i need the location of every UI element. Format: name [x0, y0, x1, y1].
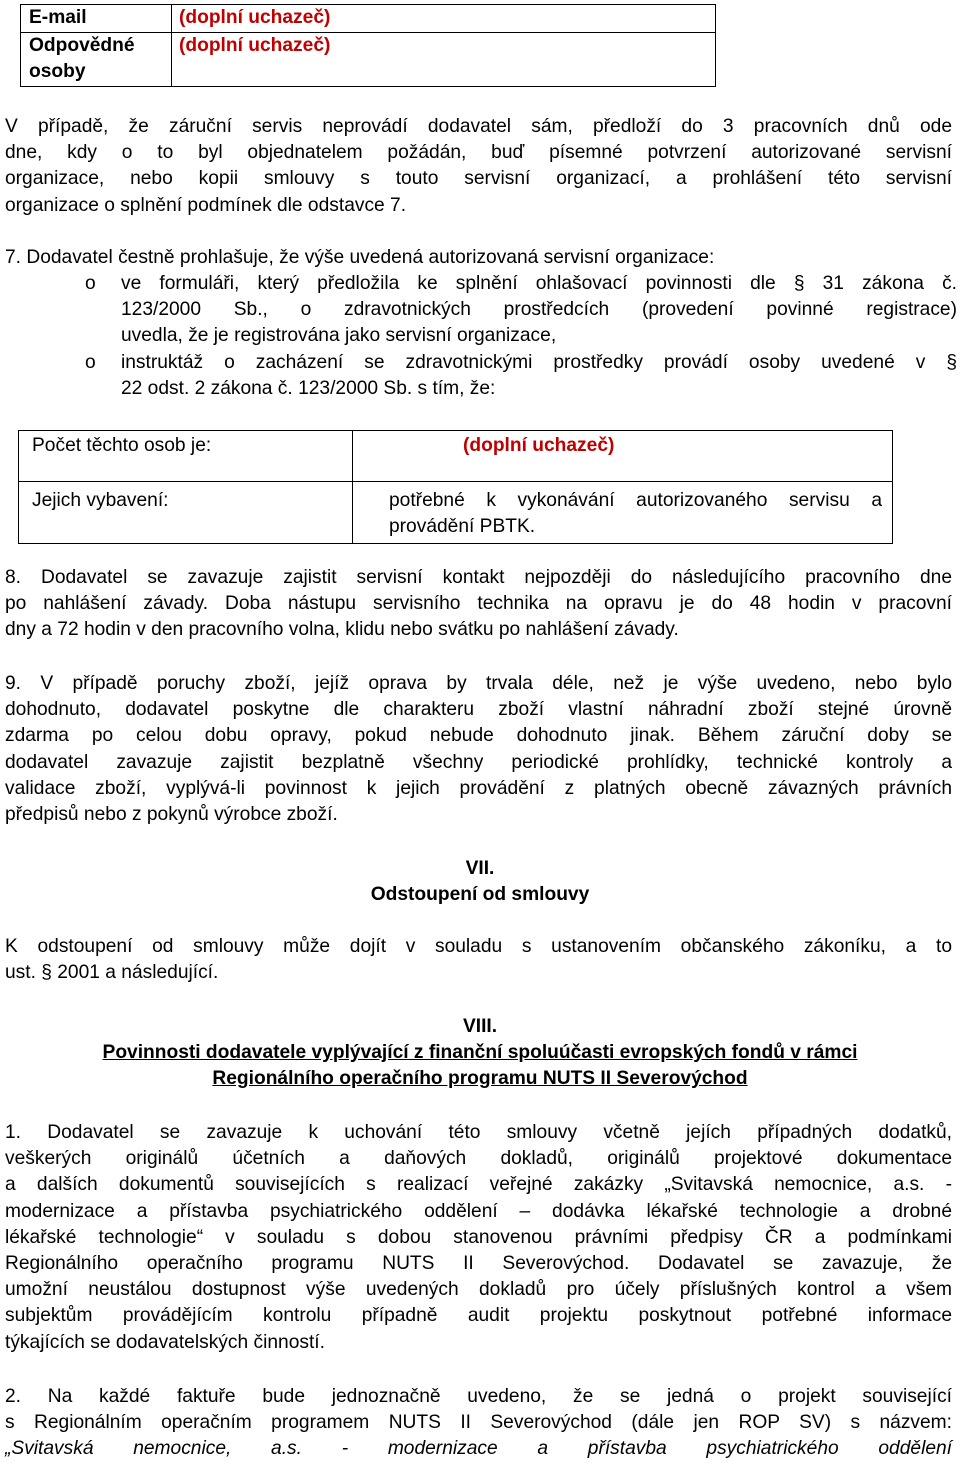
text-line: provádění PBTK. [389, 516, 536, 538]
text-line: veškerých originálů účetních a daňových dokladů, originálů projektové dokumentace [5, 1148, 952, 1170]
text-line: uvedla, že je registrována jako servisní organizace, [121, 325, 557, 347]
text-line: po nahlášení závady. Doba nástupu servisního technika na opravu je do 48 hodin v pracovní [5, 593, 952, 615]
text-line: ve formuláři, který předložila ke splnění ohlašovací povinnosti dle § 31 zákona č. [121, 273, 957, 294]
text-line: 22 odst. 2 zákona č. 123/2000 Sb. s tím, že: [121, 378, 496, 400]
bullet-mark: o [85, 352, 96, 373]
responsible-persons-label: Odpovědné osoby [21, 32, 172, 86]
table-row [19, 431, 893, 482]
text-line: K odstoupení od smlouvy může dojít v souladu s ustanovením občanského zákoníku, a to [5, 936, 952, 957]
bullet-mark: o [85, 273, 96, 294]
section-8-point-1 [5, 1120, 952, 1356]
text-line: organizace o splnění podmínek dle odstavce 7. [5, 194, 407, 216]
persons-count-label: Počet těchto osob je: [19, 431, 353, 482]
text-line: 123/2000 Sb., o zdravotnických prostředcích (provedení povinné registrace) [121, 299, 957, 321]
text-line: s Regionálním operačním programem NUTS II Severovýchod (dále jen ROP SV) s názvem: [5, 1412, 952, 1434]
withdrawal-paragraph [5, 934, 952, 986]
table-row [19, 482, 893, 544]
text-line: instruktáž o zacházení se zdravotnickými prostředky provádí osoby uvedené v § [121, 352, 957, 373]
text-line: 1. Dodavatel se zavazuje k uchování této smlouvy včetně jejích případných dodatků, [5, 1122, 952, 1143]
equipment-value [353, 482, 893, 544]
equipment-label: Jejich vybavení: [19, 482, 353, 544]
responsible-persons-value: (doplní uchazeč) [172, 32, 716, 86]
text-line: zdarma po celou dobu opravy, pokud nebude dohodnuto jinak. Během záruční doby se [5, 725, 952, 747]
point-7-intro: 7. Dodavatel čestně prohlašuje, že výše uvedená autorizovaná servisní organizace: [5, 247, 715, 268]
section-8-point-2 [5, 1384, 952, 1463]
persons-table [18, 430, 893, 544]
text-line: 2. Na každé faktuře bude jednoznačně uvedeno, že se jedná o projekt související [5, 1386, 952, 1407]
section-7-title: Odstoupení od smlouvy [370, 884, 590, 905]
table-row [21, 32, 716, 86]
text-line: 9. V případě poruchy zboží, jejíž oprava by trvala déle, než je výše uvedeno, nebo bylo [5, 673, 952, 694]
text-line: předpisů nebo z pokynů výrobce zboží. [5, 804, 338, 826]
text-line: potřebné k vykonávání autorizovaného servisu a [389, 490, 882, 511]
persons-count-value: (doplní uchazeč) [353, 431, 893, 482]
text-line: ust. § 2001 a následující. [5, 962, 219, 984]
text-line: validace zboží, vyplývá-li povinnost k jejich provádění z platných obecně závazných právních [5, 777, 952, 799]
text-line: dny a 72 hodin v den pracovního volna, klidu nebo svátku po nahlášení závady. [5, 619, 679, 641]
text-line: V případě, že záruční servis neprovádí dodavatel sám, předloží do 3 pracovních dnů ode [5, 116, 952, 137]
email-value: (doplní uchazeč) [172, 5, 716, 33]
text-line: umožní neustálou dostupnost výše uvedených dokladů pro účely příslušných kontrol a všem [5, 1279, 952, 1301]
text-line: dne, kdy o to byl objednatelem požádán, buď písemné potvrzení autorizované servisní [5, 142, 952, 164]
section-8-title-line-2: Regionálního operačního programu NUTS II Severovýchod [212, 1068, 748, 1089]
point-9-paragraph [5, 671, 952, 828]
table-row [21, 5, 716, 33]
section-7-number: VII. [465, 858, 495, 879]
contact-table [20, 4, 716, 87]
text-line: subjektům provádějícím kontrolu případně audit projektu poskytnout potřebné informace [5, 1305, 952, 1327]
text-line: týkajících se dodavatelských činností. [5, 1331, 325, 1353]
section-8-number: VIII. [462, 1016, 498, 1037]
text-line: Regionálního operačního programu NUTS II Severovýchod. Dodavatel se zavazuje, že [5, 1253, 952, 1275]
email-label: E-mail [21, 5, 172, 33]
servis-paragraph [5, 114, 952, 219]
text-line: lékařské technologie“ v souladu s dobou stanovenou právními předpisy ČR a podmínkami [5, 1226, 952, 1248]
text-line: dohodnuto, dodavatel poskytne dle charakteru zboží vlastní náhradní zboží stejné úrovně [5, 699, 952, 721]
section-8-title-line-1: Povinnosti dodavatele vyplývající z finanční spoluúčasti evropských fondů v rámci [102, 1042, 858, 1063]
text-line: a dalších dokumentů souvisejících s realizací veřejné zakázky „Svitavská nemocnice, a.s. - [5, 1174, 952, 1196]
text-line: 8. Dodavatel se zavazuje zajistit servisní kontakt nejpozději do následujícího pracovního dne [5, 567, 952, 588]
text-line: organizace, nebo kopii smlouvy s touto servisní organizací, a prohlášení této servisní [5, 168, 952, 190]
text-line: „Svitavská nemocnice, a.s. - modernizace a přístavba psychiatrického oddělení [5, 1438, 952, 1460]
point-8-paragraph [5, 565, 952, 644]
text-line: modernizace a přístavba psychiatrického oddělení – dodávka lékařské technologie a drobné [5, 1200, 952, 1222]
text-line: dodavatel zavazuje zajistit bezplatně všechny periodické prohlídky, technické kontroly a [5, 751, 952, 773]
